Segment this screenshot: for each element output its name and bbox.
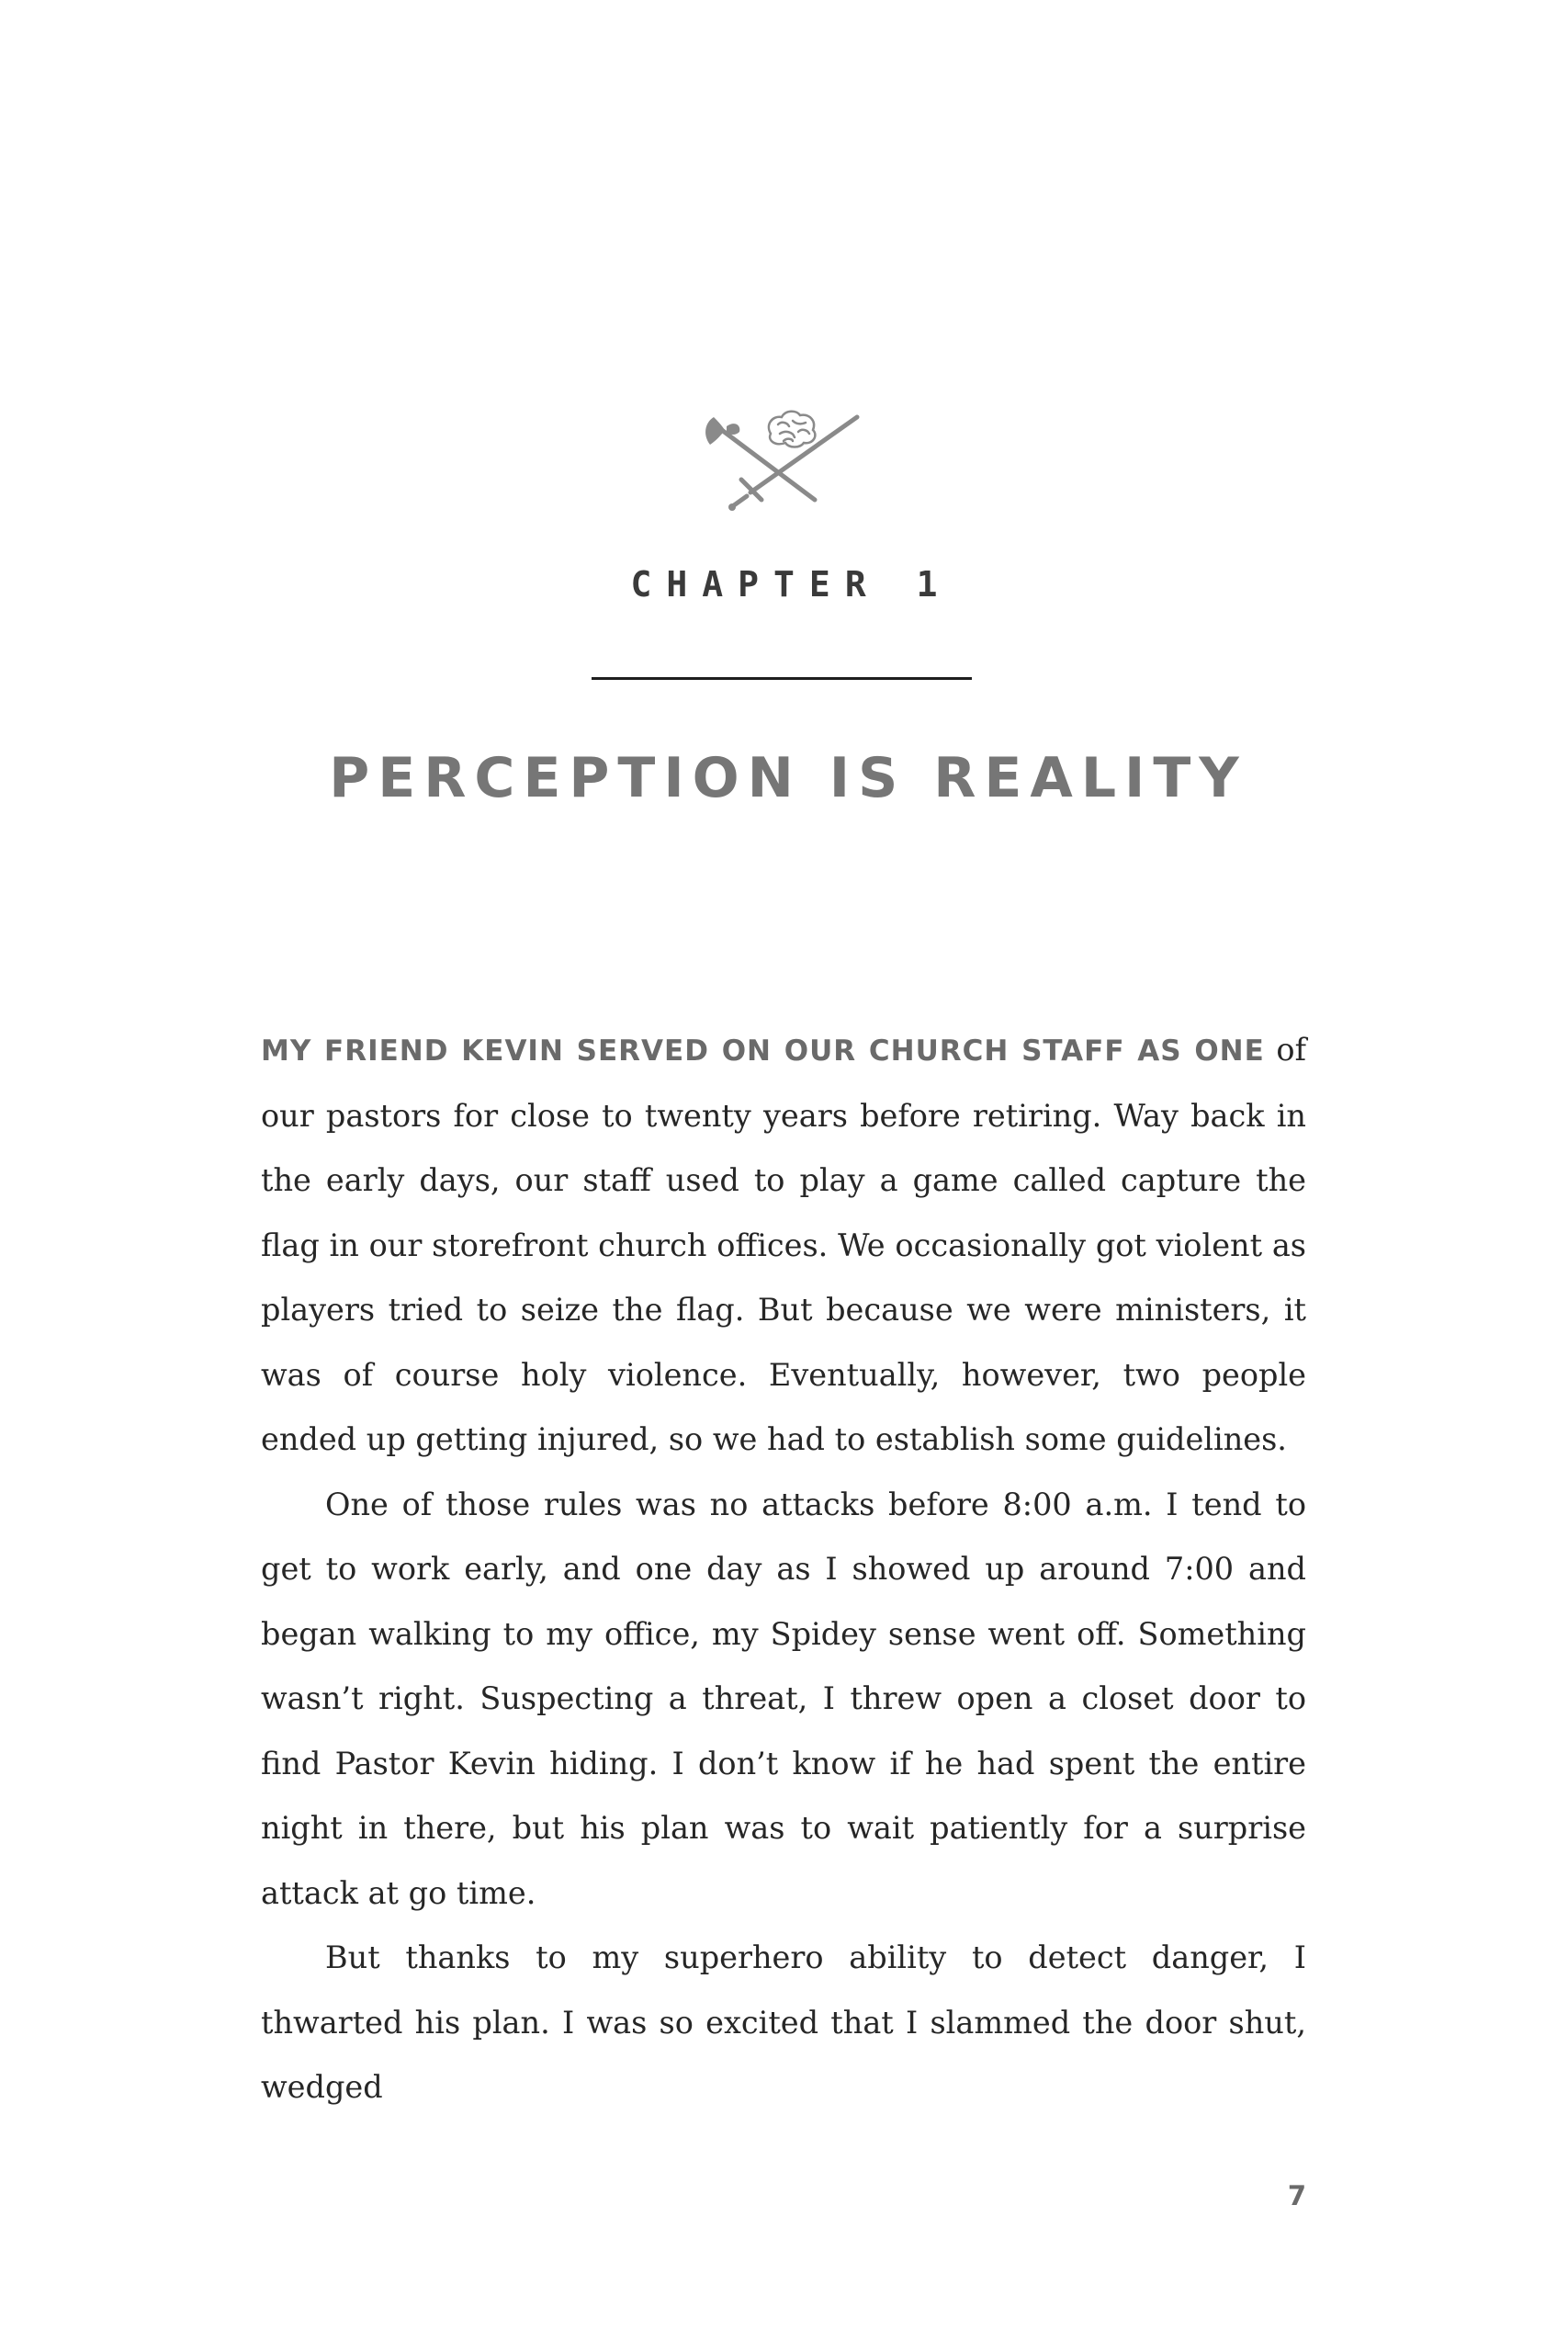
chapter-label: CHAPTER 1 [630, 564, 953, 605]
chapter-title: PERCEPTION IS REALITY [329, 746, 1247, 810]
paragraph-2: One of those rules was no attacks before 8:00 a.m. I tend to get to work early, and one day as I showed up around 7:00 and began walking to my office, my Spidey sense went off. Something wasn’t right. Suspecting a threat, I threw open a closet door to find Pastor Kevin hiding. I don’t know if he had spent the entire night in there, but his plan was to wait patiently for a surprise attack at go time. [261, 1486, 1306, 1911]
paragraph-3: But thanks to my superhero ability to detect danger, I thwarted his plan. I was so excited that I slammed the door shut, wedged [261, 1939, 1306, 2105]
paragraph-1-text: of our pastors for close to twenty years before retiring. Way back in the early days, our staff used to play a game called capture the flag in our storefront church offices. We occasionally got violent as players tried to seize the flag. But because we were ministers, it was of course holy violence. Eventually, however, two people ended up getting injured, so we had to establish some guidelines. [261, 1032, 1306, 1457]
lead-in-caps: MY FRIEND KEVIN SERVED ON OUR CHURCH STAFF AS ONE [261, 1035, 1265, 1068]
chapter-divider [592, 677, 972, 680]
chapter-body [261, 1018, 1306, 2120]
page-number: 7 [1287, 2180, 1306, 2211]
paragraph-1 [261, 1018, 1306, 1473]
crossed-sword-axe-brain-icon [694, 404, 877, 514]
